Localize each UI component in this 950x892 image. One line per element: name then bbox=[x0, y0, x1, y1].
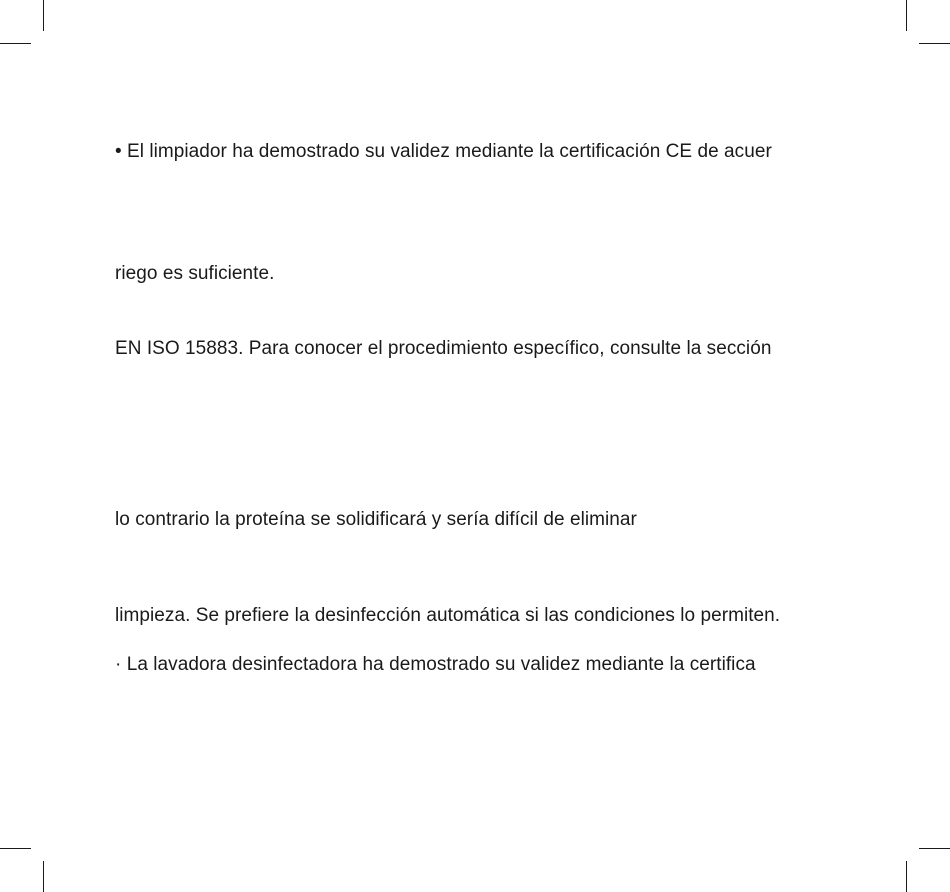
text-line-3: EN ISO 15883. Para conocer el procedimiento específico, consulte la sección bbox=[115, 338, 772, 359]
crop-mark-top-right-vertical bbox=[906, 0, 907, 31]
crop-mark-top-left-horizontal bbox=[0, 43, 31, 44]
text-line-6: · La lavadora desinfectadora ha demostrado su validez mediante la certifica bbox=[115, 654, 756, 675]
text-line-2: riego es suficiente. bbox=[115, 263, 275, 284]
crop-mark-bottom-right-horizontal bbox=[919, 848, 950, 849]
crop-mark-top-right-horizontal bbox=[919, 43, 950, 44]
text-line-5: limpieza. Se prefiere la desinfección automática si las condiciones lo permiten. bbox=[115, 605, 781, 626]
crop-mark-top-left-vertical bbox=[43, 0, 44, 31]
text-line-4: lo contrario la proteína se solidificará y sería difícil de eliminar bbox=[115, 509, 637, 530]
crop-mark-bottom-left-vertical bbox=[43, 861, 44, 892]
text-line-1: • El limpiador ha demostrado su validez mediante la certificación CE de acuer bbox=[115, 141, 772, 162]
crop-mark-bottom-left-horizontal bbox=[0, 848, 31, 849]
crop-mark-bottom-right-vertical bbox=[906, 861, 907, 892]
